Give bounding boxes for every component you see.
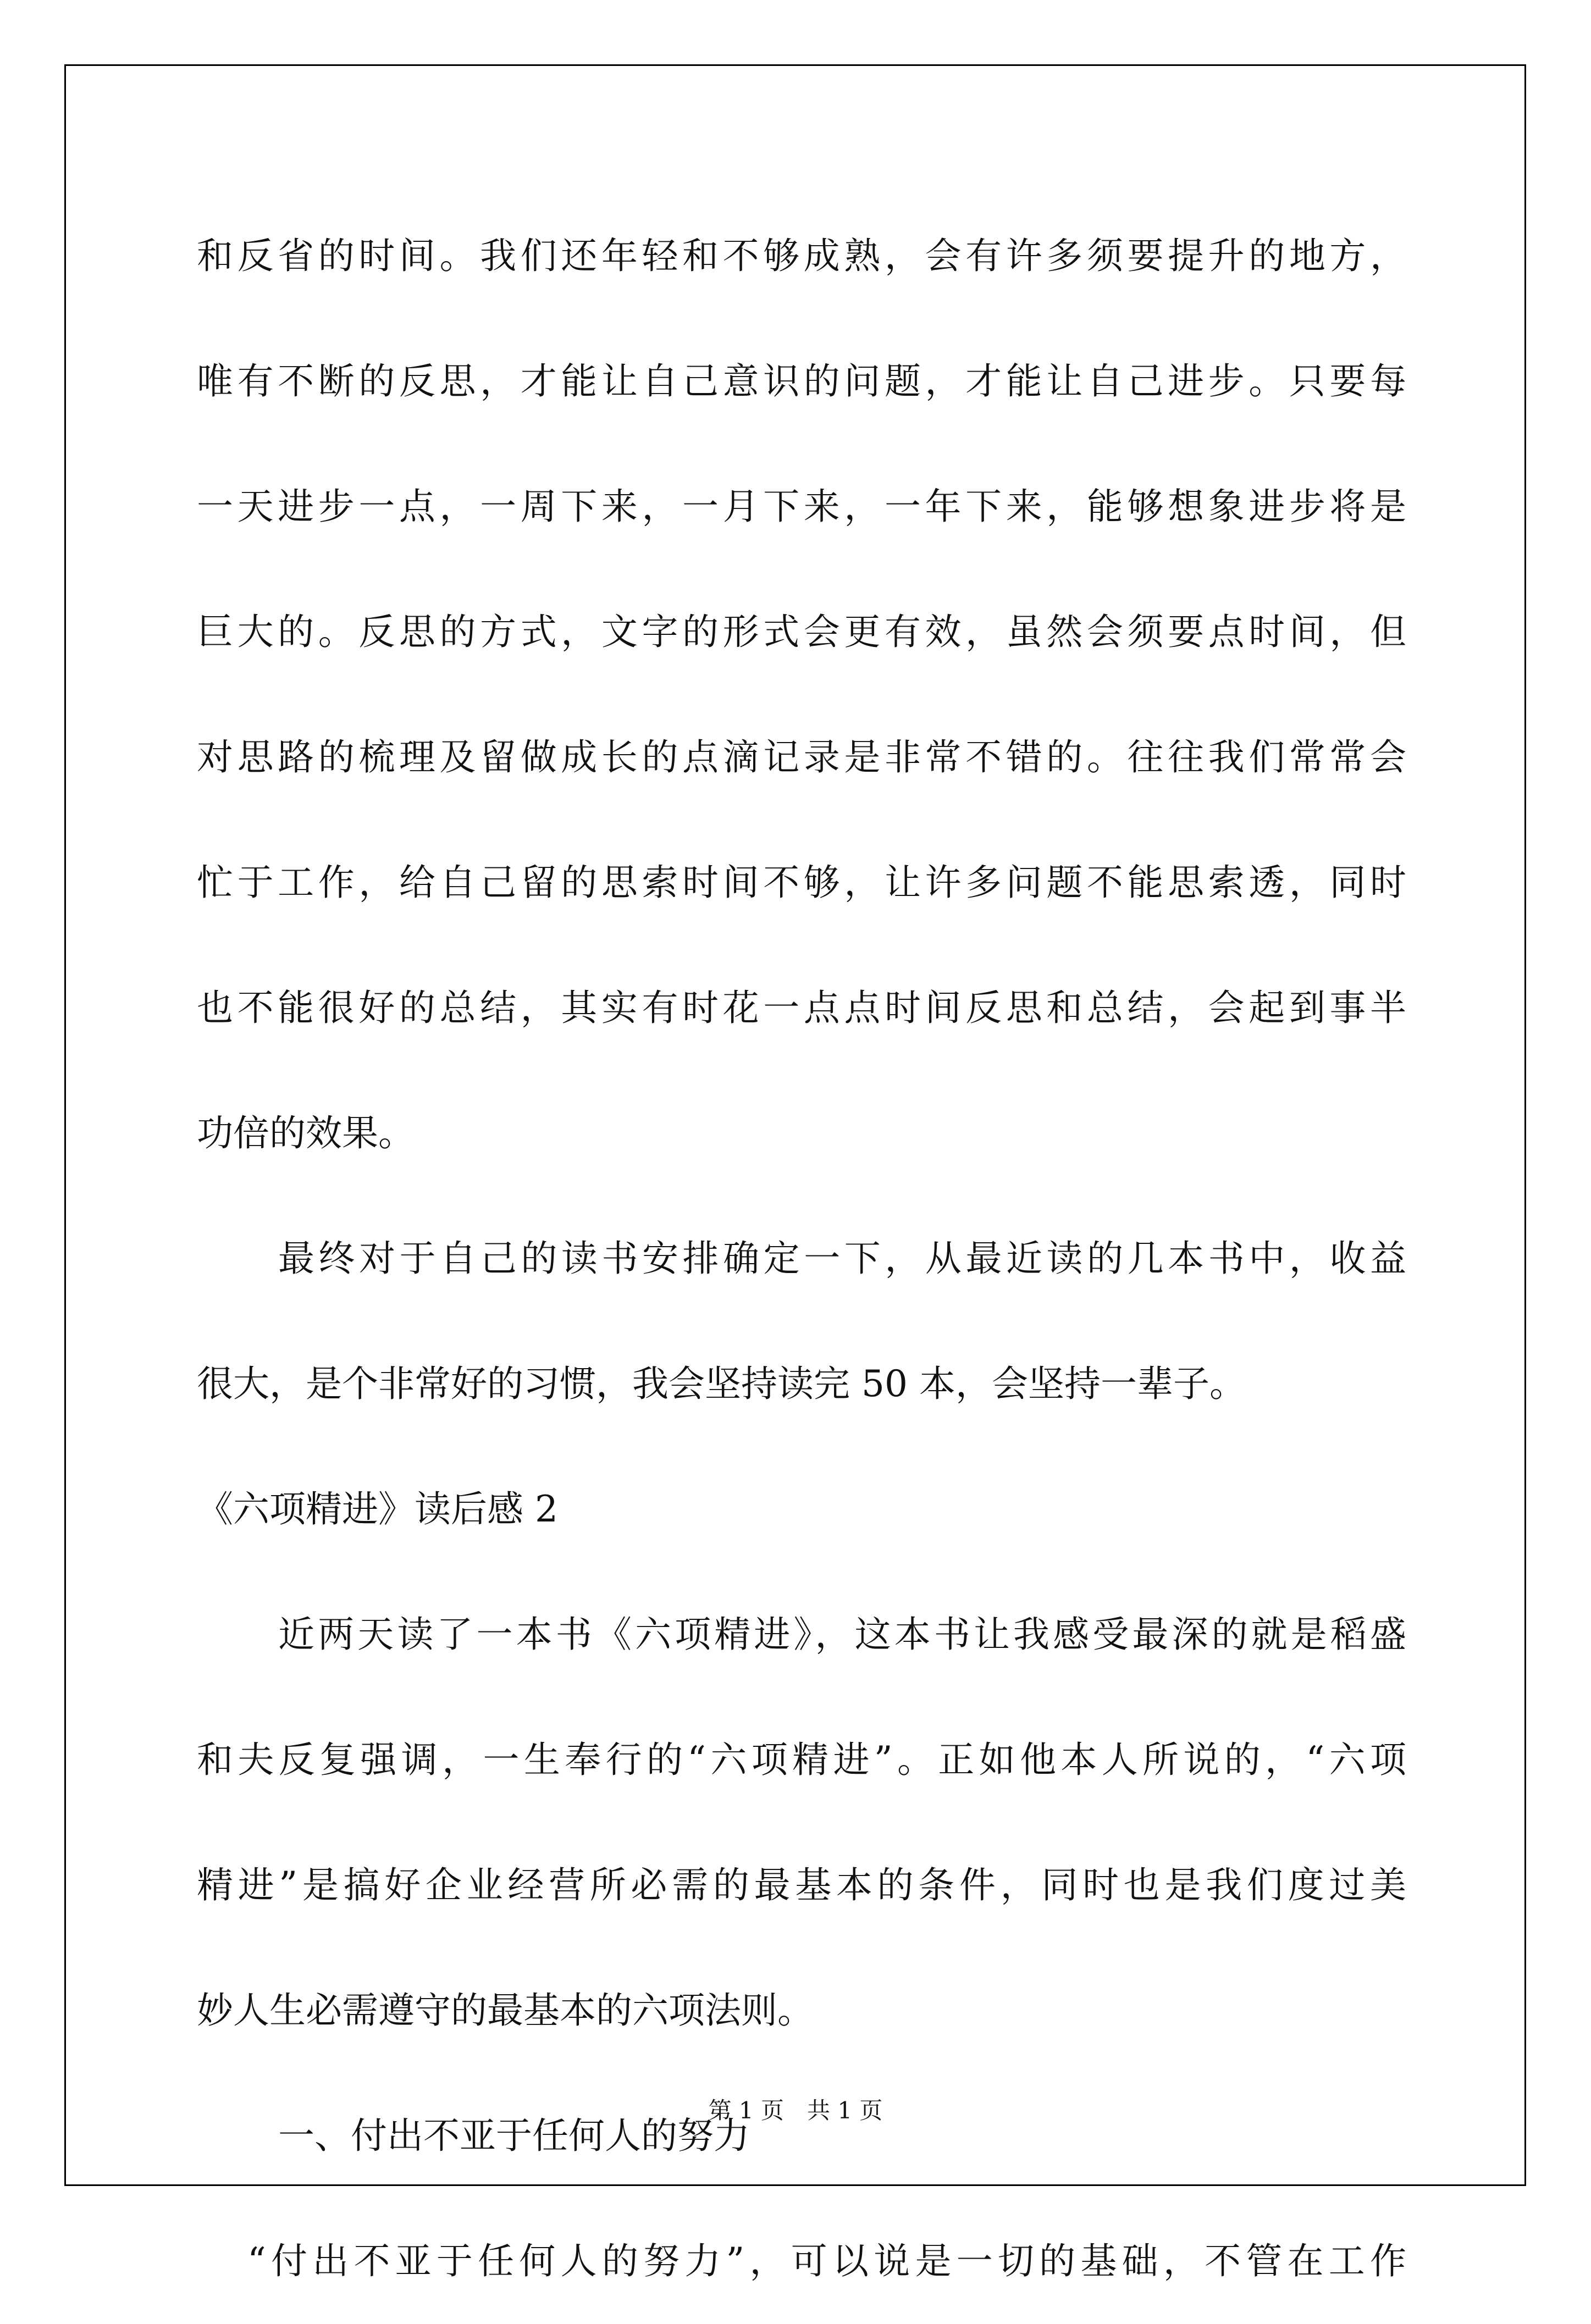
- paragraph-line: 最终对于自己的读书安排确定一下，从最近读的几本书中，收益: [278, 1237, 1406, 1280]
- paragraph-line: 忙于工作，给自己留的思索时间不够，让许多问题不能思索透，同时: [197, 861, 1406, 904]
- paragraph-line: 近两天读了一本书《六项精进》，这本书让我感受最深的就是稻盛: [278, 1613, 1406, 1656]
- paragraph-line: 很大，是个非常好的习惯，我会坚持读完 50 本，会坚持一辈子。: [197, 1363, 1246, 1405]
- document-body: [197, 193, 1406, 2324]
- paragraph-line: 妙人生必需遵守的最基本的六项法则。: [197, 1989, 814, 2032]
- paragraph-line: 精进”是搞好企业经营所必需的最基本的条件，同时也是我们度过美: [197, 1864, 1406, 1906]
- page-number: 第 1 页: [708, 2097, 784, 2124]
- paragraph-line: 和反省的时间。我们还年轻和不够成熟，会有许多须要提升的地方，: [197, 235, 1406, 277]
- paragraph-line: “付出不亚于任何人的努力”，可以说是一切的基础，不管在工作: [247, 2240, 1406, 2282]
- page-footer: [0, 2094, 1591, 2127]
- subheading: 一、付出不亚于任何人的努力: [278, 2115, 750, 2157]
- section-heading: 《六项精进》读后感 2: [197, 1488, 558, 1530]
- paragraph-line: 一天进步一点，一周下来，一月下来，一年下来，能够想象进步将是: [197, 485, 1406, 528]
- paragraph-line: 也不能很好的总结，其实有时花一点点时间反思和总结，会起到事半: [197, 987, 1406, 1029]
- paragraph-line: 对思路的梳理及留做成长的点滴记录是非常不错的。往往我们常常会: [197, 736, 1406, 778]
- paragraph-line: 功倍的效果。: [197, 1112, 415, 1154]
- page-total: 共 1 页: [807, 2097, 883, 2124]
- paragraph-line: 唯有不断的反思，才能让自己意识的问题，才能让自己进步。只要每: [197, 360, 1406, 402]
- paragraph-line: 巨大的。反思的方式，文字的形式会更有效，虽然会须要点时间，但: [197, 611, 1406, 653]
- paragraph-line: 和夫反复强调，一生奉行的“六项精进”。正如他本人所说的，“六项: [197, 1739, 1406, 1781]
